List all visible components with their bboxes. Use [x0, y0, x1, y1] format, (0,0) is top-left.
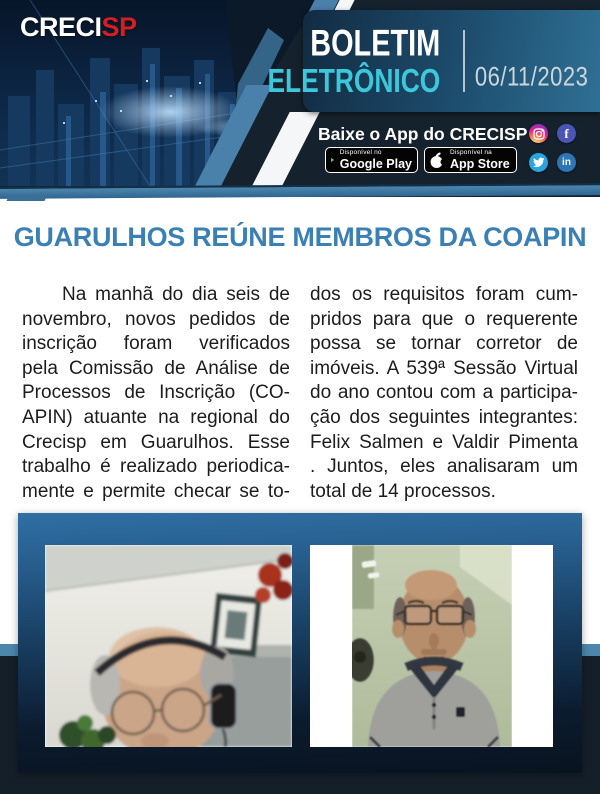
twitter-icon[interactable]: [529, 153, 548, 172]
apple-icon: [430, 152, 445, 169]
crecisp-logo: [20, 12, 137, 43]
logo-sp: SP: [101, 12, 137, 42]
article-line: . Juntos, eles analisaram um: [310, 456, 578, 478]
badge-big-text: App Store: [450, 156, 510, 171]
article-line: Processos de Inscrição (CO-: [22, 382, 290, 404]
article-line: novembro, novos pedidos de: [22, 308, 290, 330]
logo-creci: CRECI: [20, 12, 102, 42]
article-line: mente e permite checar se to-: [22, 480, 290, 502]
google-play-icon: [331, 152, 335, 168]
article-line: imóveis. A 539ª Sessão Virtual: [310, 357, 578, 379]
banner-date: 06/11/2023: [474, 62, 589, 93]
article-line: pela Comissão de Análise de: [22, 357, 290, 379]
article-body: [22, 283, 578, 504]
linkedin-glyph: in: [562, 157, 571, 168]
article-line: possa se tornar corretor de: [310, 333, 578, 355]
article-line: APIN) atuante na regional do: [22, 406, 290, 428]
article-line: trabalho é realizado periodica-: [22, 456, 290, 478]
article-line: do ano contou com a participa-: [310, 382, 578, 404]
article-line: Na manhã do dia seis de: [62, 284, 290, 305]
banner-title-line2: ELETRÔNICO: [267, 61, 440, 100]
article-line: total de 14 processos.: [310, 480, 496, 502]
badge-small-text: Disponível na: [450, 148, 492, 156]
photo-right-participant: [310, 545, 553, 747]
article-column-right: [310, 283, 578, 504]
article-line: inscrição foram verificados: [22, 333, 290, 355]
article-column-left: [22, 283, 290, 504]
app-download-title: Baixe o App do CRECISP: [318, 124, 528, 144]
linkedin-icon[interactable]: [557, 153, 576, 172]
article-line: ção dos seguintes integrantes:: [310, 406, 578, 428]
article-line: pridos para que o requerente: [310, 308, 578, 330]
header: [0, 0, 600, 197]
banner-panel: [267, 10, 600, 112]
photo-panel: [18, 513, 582, 773]
article-line: Felix Salmen e Valdir Pimenta: [310, 431, 578, 453]
header-bottom-bar: [0, 183, 600, 199]
banner-title: [267, 24, 440, 99]
google-play-badge[interactable]: [325, 147, 418, 173]
store-badges: [325, 147, 517, 173]
badge-big-text: Google Play: [339, 156, 412, 171]
banner-title-line1: BOLETIM: [309, 22, 440, 64]
instagram-icon[interactable]: [529, 124, 548, 143]
banner-divider: [463, 30, 465, 92]
article-headline: GUARULHOS REÚNE MEMBROS DA COAPIN: [13, 222, 587, 252]
app-store-badge[interactable]: [424, 147, 517, 173]
article-line: dos os requisitos foram cum-: [310, 284, 578, 305]
photo-left-participant: [45, 545, 292, 747]
article-line: Crecisp em Guarulhos. Esse: [22, 431, 290, 453]
social-icons: [529, 124, 576, 172]
facebook-glyph: f: [564, 125, 569, 141]
badge-small-text: Disponível no: [339, 148, 382, 156]
header-bar-tab: [6, 195, 47, 201]
facebook-icon[interactable]: [557, 124, 576, 143]
